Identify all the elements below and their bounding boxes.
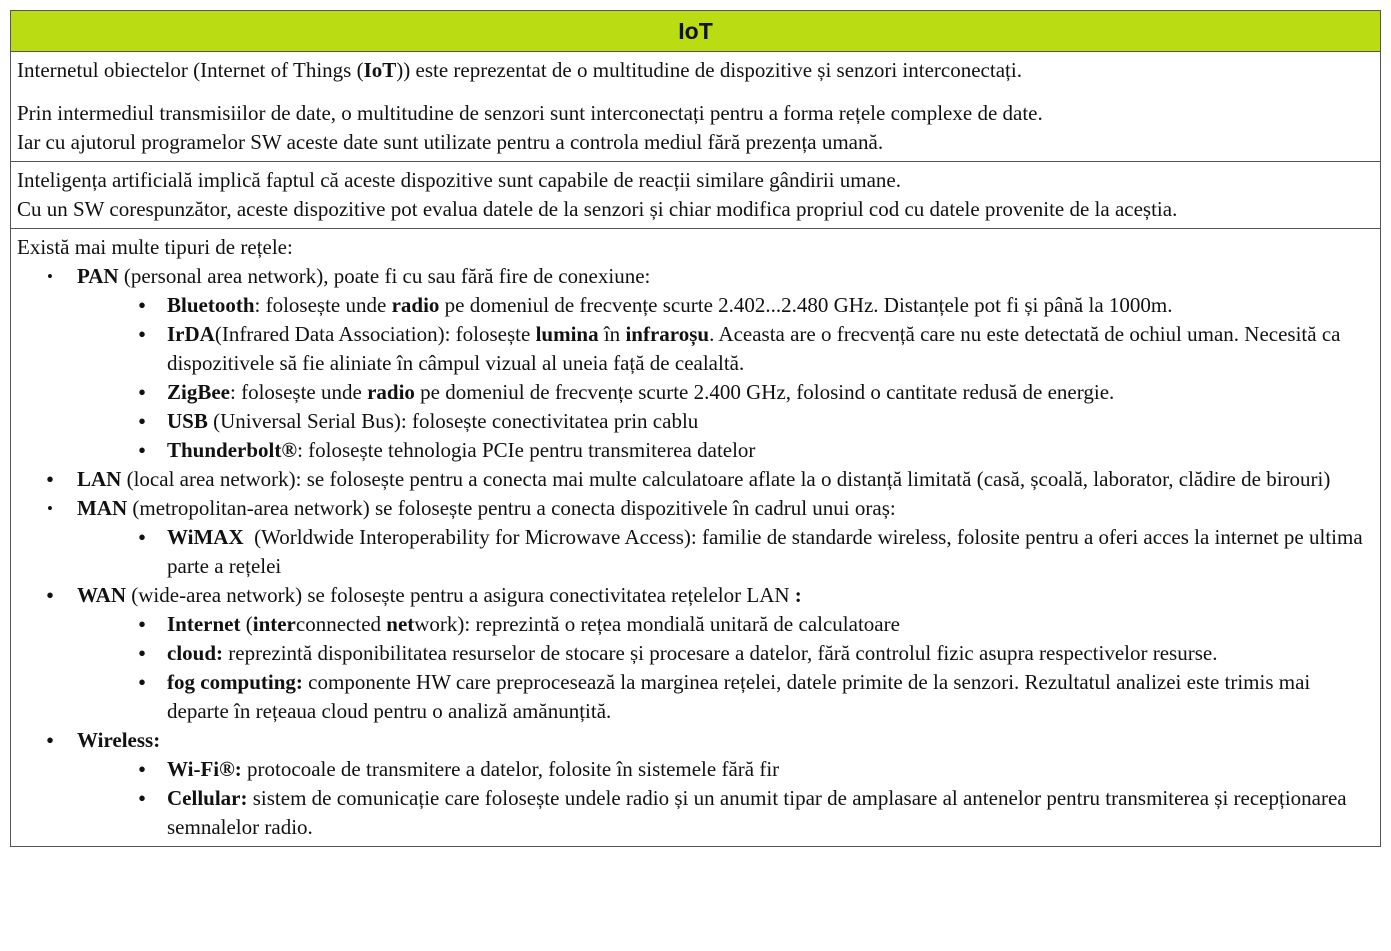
wan-sublist (17, 610, 1374, 726)
list-item-usb: • USB (Universal Serial Bus): folosește conectivitatea prin cablu (17, 407, 1374, 436)
list-item-bluetooth: • Bluetooth: folosește unde radio pe domeniul de frecvențe scurte 2.402...2.480 GHz. Distanțele pot fi și până la 1000m. (17, 291, 1374, 320)
section-network-types (11, 229, 1380, 846)
list-item-irda: • IrDA(Infrared Data Association): folosește lumina în infraroșu. Aceasta are o frecvență care nu este detectată de ochiul uman. Necesită ca dispozitivele să fie aliniate în câmpul vizual al uneia față de cealaltă. (17, 320, 1374, 378)
list-item-man: • MAN (metropolitan-area network) se folosește pentru a conecta dispozitivele în cadrul unui oraș: • WiMAX (Worldwide Interoperability for Microwave Access): familie de standarde wireless, folosite pentru a oferi acces la internet pe ultima parte a rețelei (17, 494, 1374, 581)
paragraph-sw-control: Iar cu ajutorul programelor SW aceste date sunt utilizate pentru a controla mediul fără prezența umană. (17, 130, 884, 154)
list-item-fog-computing: • fog computing: componente HW care preprocesează la marginea rețelei, datele primite de la senzori. Rezultatul analizei este trimis mai departe în rețeaua cloud pentru o analiză amănunțită. (17, 668, 1374, 726)
list-item-wifi: • Wi-Fi®: protocoale de transmitere a datelor, folosite în sistemele fără fir (17, 755, 1374, 784)
list-item-wireless: • Wireless: • Wi-Fi®: protocoale de transmitere a datelor, folosite în sistemele fără fir • Cellular: sistem de comunicație care folosește undele radio și un anumit tipar de amplasare al antenelor pentru transmiterea și recepționarea semnalelor radio. (17, 726, 1374, 842)
network-types-list (17, 262, 1374, 842)
network-types-intro: Există mai multe tipuri de rețele: (17, 235, 293, 259)
paragraph-iot-definition: Internetul obiectelor (Internet of Things (IoT)) este reprezentat de o multitudine de dispozitive și senzori interconectați. (17, 58, 1022, 82)
list-item-thunderbolt: • Thunderbolt®: folosește tehnologia PCIe pentru transmiterea datelor (17, 436, 1374, 465)
iot-document-table (10, 10, 1381, 847)
wireless-sublist (17, 755, 1374, 842)
paragraph-sw-evaluate: Cu un SW corespunzător, aceste dispozitive pot evalua datele de la senzori și chiar modifica propriul cod cu datele provenite de la aceștia. (17, 197, 1178, 221)
man-sublist (17, 523, 1374, 581)
paragraph-data-transmission: Prin intermediul transmisiilor de date, o multitudine de senzori sunt interconectați pentru a forma rețele complexe de date. (17, 101, 1043, 125)
list-item-cellular: • Cellular: sistem de comunicație care folosește undele radio și un anumit tipar de amplasare al antenelor pentru transmiterea și recepționarea semnalelor radio. (17, 784, 1374, 842)
list-item-wan: • WAN (wide-area network) se folosește pentru a asigura conectivitatea rețelelor LAN : • Internet (interconnected network): reprezintă o rețea mondială unitară de calculatoare • cloud: reprezintă disponibilitatea resurselor de stocare și procesare a datelor, fără controlul fizic asupra respectivelor resurse. • fog computing: componente HW care preprocesează la marginea rețelei, datele primite de la senzori. Rezultatul analizei este trimis mai departe în rețeaua cloud pentru o analiză amănunțită. (17, 581, 1374, 726)
list-item-lan: • LAN (local area network): se folosește pentru a conecta mai multe calculatoare aflate la o distanță limitată (casă, școală, laborator, clădire de birouri) (17, 465, 1374, 494)
list-item-pan: • PAN (personal area network), poate fi cu sau fără fire de conexiune: • Bluetooth: folosește unde radio pe domeniul de frecvențe scurte 2.402...2.480 GHz. Distanțele pot fi și până la 1000m. • IrDA(Infrared Data Association): folosește lumina în infraroșu. Aceasta are o frecvență care nu este detectată de ochiul uman. Necesită ca dispozitivele să fie aliniate în câmpul vizual al uneia față de cealaltă. • ZigBee: folosește unde radio pe domeniul de frecvențe scurte 2.400 GHz, folosind o cantitate redusă de energie. • USB (Universal Serial Bus): folosește conectivitatea prin cablu • Thunderbolt®: folosește tehnologia PCIe pentru transmiterea datelor (17, 262, 1374, 465)
document-title: IoT (11, 11, 1380, 52)
pan-sublist (17, 291, 1374, 465)
list-item-wimax: • WiMAX (Worldwide Interoperability for Microwave Access): familie de standarde wireless, folosite pentru a oferi acces la internet pe ultima parte a rețelei (17, 523, 1374, 581)
paragraph-ai: Inteligența artificială implică faptul că aceste dispozitive sunt capabile de reacții similare gândirii umane. (17, 168, 901, 192)
list-item-internet: • Internet (interconnected network): reprezintă o rețea mondială unitară de calculatoare (17, 610, 1374, 639)
section-artificial-intelligence (11, 162, 1380, 229)
section-iot-definition (11, 52, 1380, 162)
list-item-cloud: • cloud: reprezintă disponibilitatea resurselor de stocare și procesare a datelor, fără controlul fizic asupra respectivelor resurse. (17, 639, 1374, 668)
list-item-zigbee: • ZigBee: folosește unde radio pe domeniul de frecvențe scurte 2.400 GHz, folosind o cantitate redusă de energie. (17, 378, 1374, 407)
